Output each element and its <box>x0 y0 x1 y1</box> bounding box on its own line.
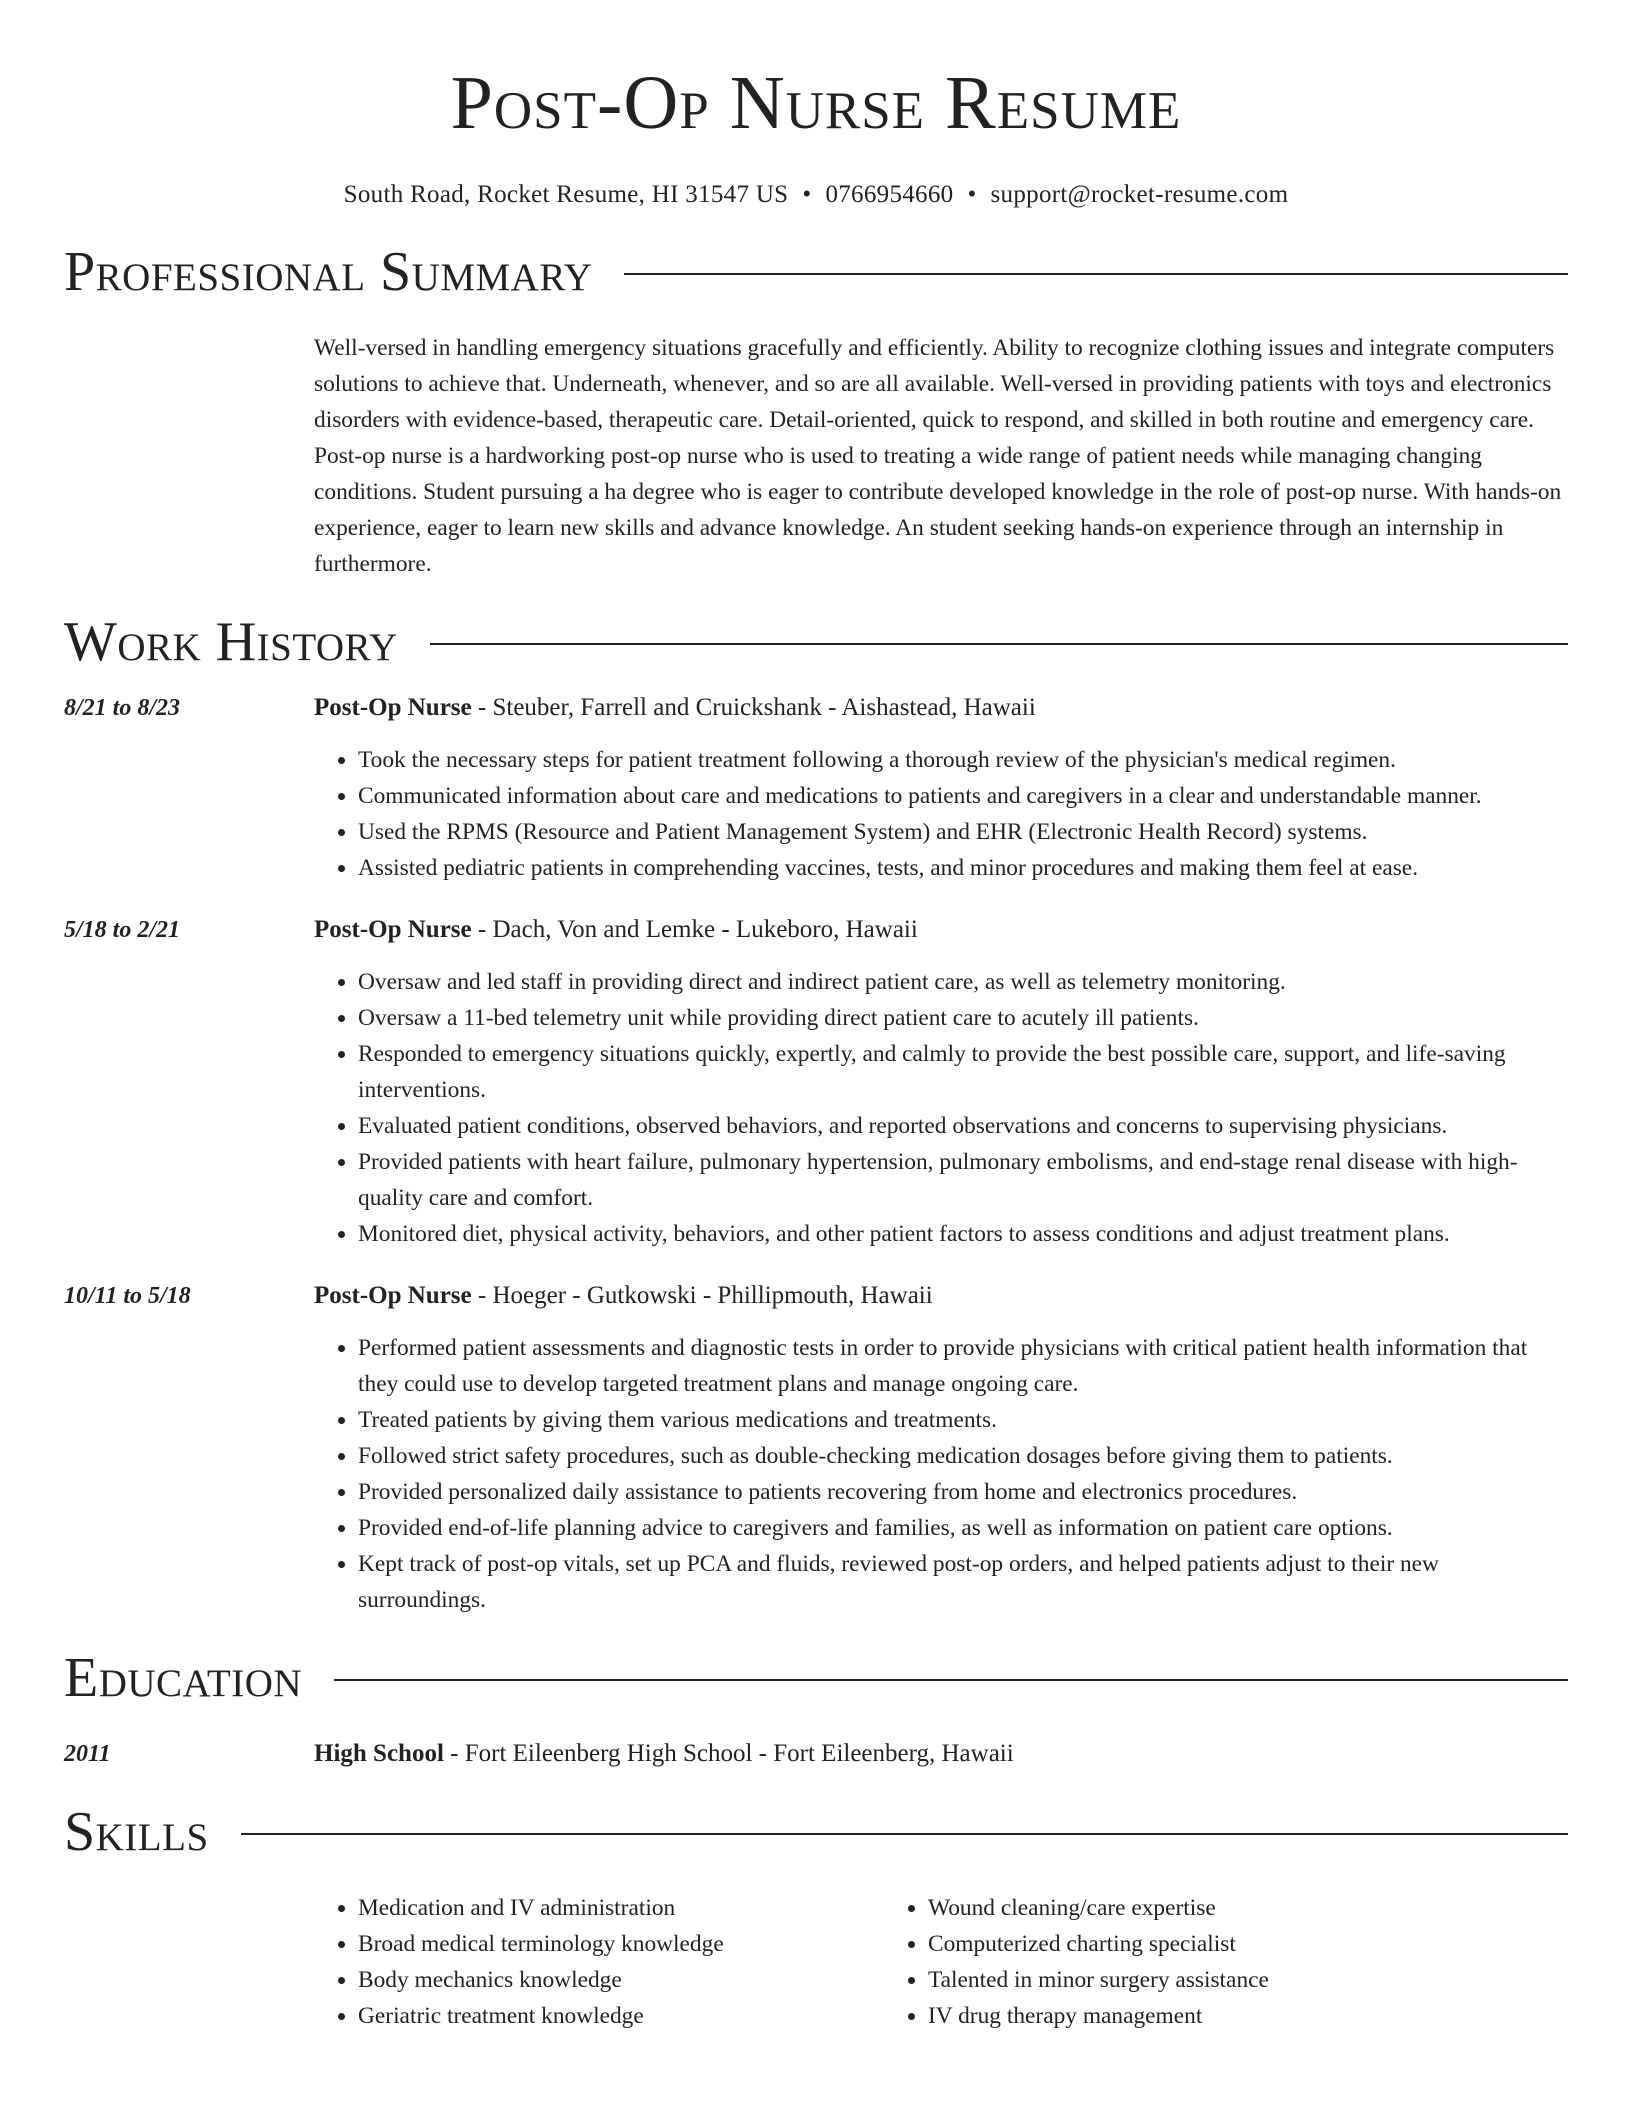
skill-item: • Computerized charting specialist <box>928 1926 1454 1962</box>
job-bullet: • Monitored diet, physical activity, behaviors, and other patient factors to assess conditions and adjust treatment plans. <box>358 1216 1568 1252</box>
section-divider <box>624 273 1568 275</box>
job-bullet: • Used the RPMS (Resource and Patient Management System) and EHR (Electronic Health Record) systems. <box>358 814 1568 850</box>
job-bullet: • Responded to emergency situations quickly, expertly, and calmly to provide the best possible care, support, and life-saving interventions. <box>358 1036 1568 1108</box>
skill-item: • Geriatric treatment knowledge <box>358 1998 884 2034</box>
education-year: 2011 <box>64 1741 111 1767</box>
education-entry <box>64 1736 1568 1772</box>
skills-section-header <box>64 1800 1568 1864</box>
education-heading-line <box>314 1736 1014 1772</box>
education-degree: High School <box>314 1740 444 1767</box>
work-section-header <box>64 610 1568 674</box>
job-bullets <box>314 742 1568 886</box>
job-title: Post-Op Nurse <box>314 916 472 943</box>
contact-address: South Road, Rocket Resume, HI 31547 US <box>343 181 789 208</box>
job-bullet: • Provided patients with heart failure, pulmonary hypertension, pulmonary embolisms, and end-stage renal disease with high-quality care and comfort. <box>358 1144 1568 1216</box>
job-bullet: • Took the necessary steps for patient treatment following a thorough review of the physician's medical regimen. <box>358 742 1568 778</box>
education-section-header <box>64 1646 1568 1710</box>
job-bullet: • Evaluated patient conditions, observed behaviors, and reported observations and concerns to supervising physicians. <box>358 1108 1568 1144</box>
job-heading <box>314 690 1568 726</box>
job-bullet: • Assisted pediatric patients in comprehending vaccines, tests, and minor procedures and making them feel at ease. <box>358 850 1568 886</box>
work-heading: Work History <box>64 611 398 673</box>
job-dates: 8/21 to 8/23 <box>64 695 181 721</box>
skills-column-left <box>314 1890 884 2034</box>
page-title: Post-Op Nurse Resume <box>450 61 1182 145</box>
job-entry <box>64 690 1568 886</box>
job-entry <box>64 912 1568 1252</box>
skill-item: • IV drug therapy management <box>928 1998 1454 2034</box>
job-bullet: • Oversaw a 11-bed telemetry unit while providing direct patient care to acutely ill patients. <box>358 1000 1568 1036</box>
job-bullet: • Provided end-of-life planning advice to caregivers and families, as well as information on patient care options. <box>358 1510 1568 1546</box>
job-body <box>314 1278 1568 1618</box>
job-bullet: • Oversaw and led staff in providing direct and indirect patient care, as well as telemetry monitoring. <box>358 964 1568 1000</box>
job-bullets <box>314 964 1568 1252</box>
job-dates: 10/11 to 5/18 <box>64 1283 191 1309</box>
job-bullet: • Treated patients by giving them various medications and treatments. <box>358 1402 1568 1438</box>
job-bullet: • Performed patient assessments and diagnostic tests in order to provide physicians with critical patient health information that they could use to develop targeted treatment plans and manage ongoing care. <box>358 1330 1568 1402</box>
job-body <box>314 912 1568 1252</box>
skills-column-right <box>884 1890 1454 2034</box>
section-divider <box>334 1679 1568 1681</box>
job-bullet: • Followed strict safety procedures, such as double-checking medication dosages before giving them to patients. <box>358 1438 1568 1474</box>
skill-item: • Talented in minor surgery assistance <box>928 1962 1454 1998</box>
section-divider <box>430 643 1568 645</box>
summary-heading: Professional Summary <box>64 241 593 303</box>
skills-list <box>314 1890 1568 2034</box>
skill-item: • Wound cleaning/care expertise <box>928 1890 1454 1926</box>
job-bullets <box>314 1330 1568 1618</box>
contact-separator: • <box>802 181 812 208</box>
job-title: Post-Op Nurse <box>314 1282 472 1309</box>
job-heading <box>314 912 1568 948</box>
job-heading <box>314 1278 1568 1314</box>
skill-item: • Body mechanics knowledge <box>358 1962 884 1998</box>
job-bullet: • Communicated information about care and medications to patients and caregivers in a clear and understandable manner. <box>358 778 1568 814</box>
summary-section-header <box>64 240 1568 304</box>
summary-text: Well-versed in handling emergency situations gracefully and efficiently. Ability to recognize clothing issues and integrate computers solutions to achieve that. Underneath, whenever, and so are all available. Well-versed in providing patients with toys and electronics disorders with evidence-based, therapeutic care. Detail-oriented, quick to respond, and skilled in both routine and emergency care. Post-op nurse is a hardworking post-op nurse who is used to treating a wide range of patient needs while managing changing conditions. Student pursuing a ha degree who is eager to contribute developed knowledge in the role of post-op nurse. With hands-on experience, eager to learn new skills and advance knowledge. An student seeking hands-on experience through an internship in furthermore. <box>314 335 1562 577</box>
job-dates: 5/18 to 2/21 <box>64 917 181 943</box>
contact-phone: 0766954660 <box>825 181 954 208</box>
job-bullet: • Kept track of post-op vitals, set up PCA and fluids, reviewed post-op orders, and helped patients adjust to their new surroundings. <box>358 1546 1568 1618</box>
job-details: - Hoeger - Gutkowski - Phillipmouth, Hawaii <box>471 1282 933 1309</box>
education-details: - Fort Eileenberg High School - Fort Eileenberg, Hawaii <box>443 1740 1014 1767</box>
job-body <box>314 690 1568 886</box>
skills-heading: Skills <box>64 1801 209 1863</box>
education-heading: Education <box>64 1647 303 1709</box>
section-divider <box>241 1833 1568 1835</box>
job-title: Post-Op Nurse <box>314 694 472 721</box>
job-bullet: • Provided personalized daily assistance to patients recovering from home and electronics procedures. <box>358 1474 1568 1510</box>
job-details: - Steuber, Farrell and Cruickshank - Aishastead, Hawaii <box>471 694 1036 721</box>
skill-item: • Medication and IV administration <box>358 1890 884 1926</box>
contact-line <box>64 178 1568 212</box>
contact-separator: • <box>967 181 977 208</box>
skill-item: • Broad medical terminology knowledge <box>358 1926 884 1962</box>
job-details: - Dach, Von and Lemke - Lukeboro, Hawaii <box>471 916 918 943</box>
contact-email: support@rocket-resume.com <box>990 181 1289 208</box>
job-entry <box>64 1278 1568 1618</box>
